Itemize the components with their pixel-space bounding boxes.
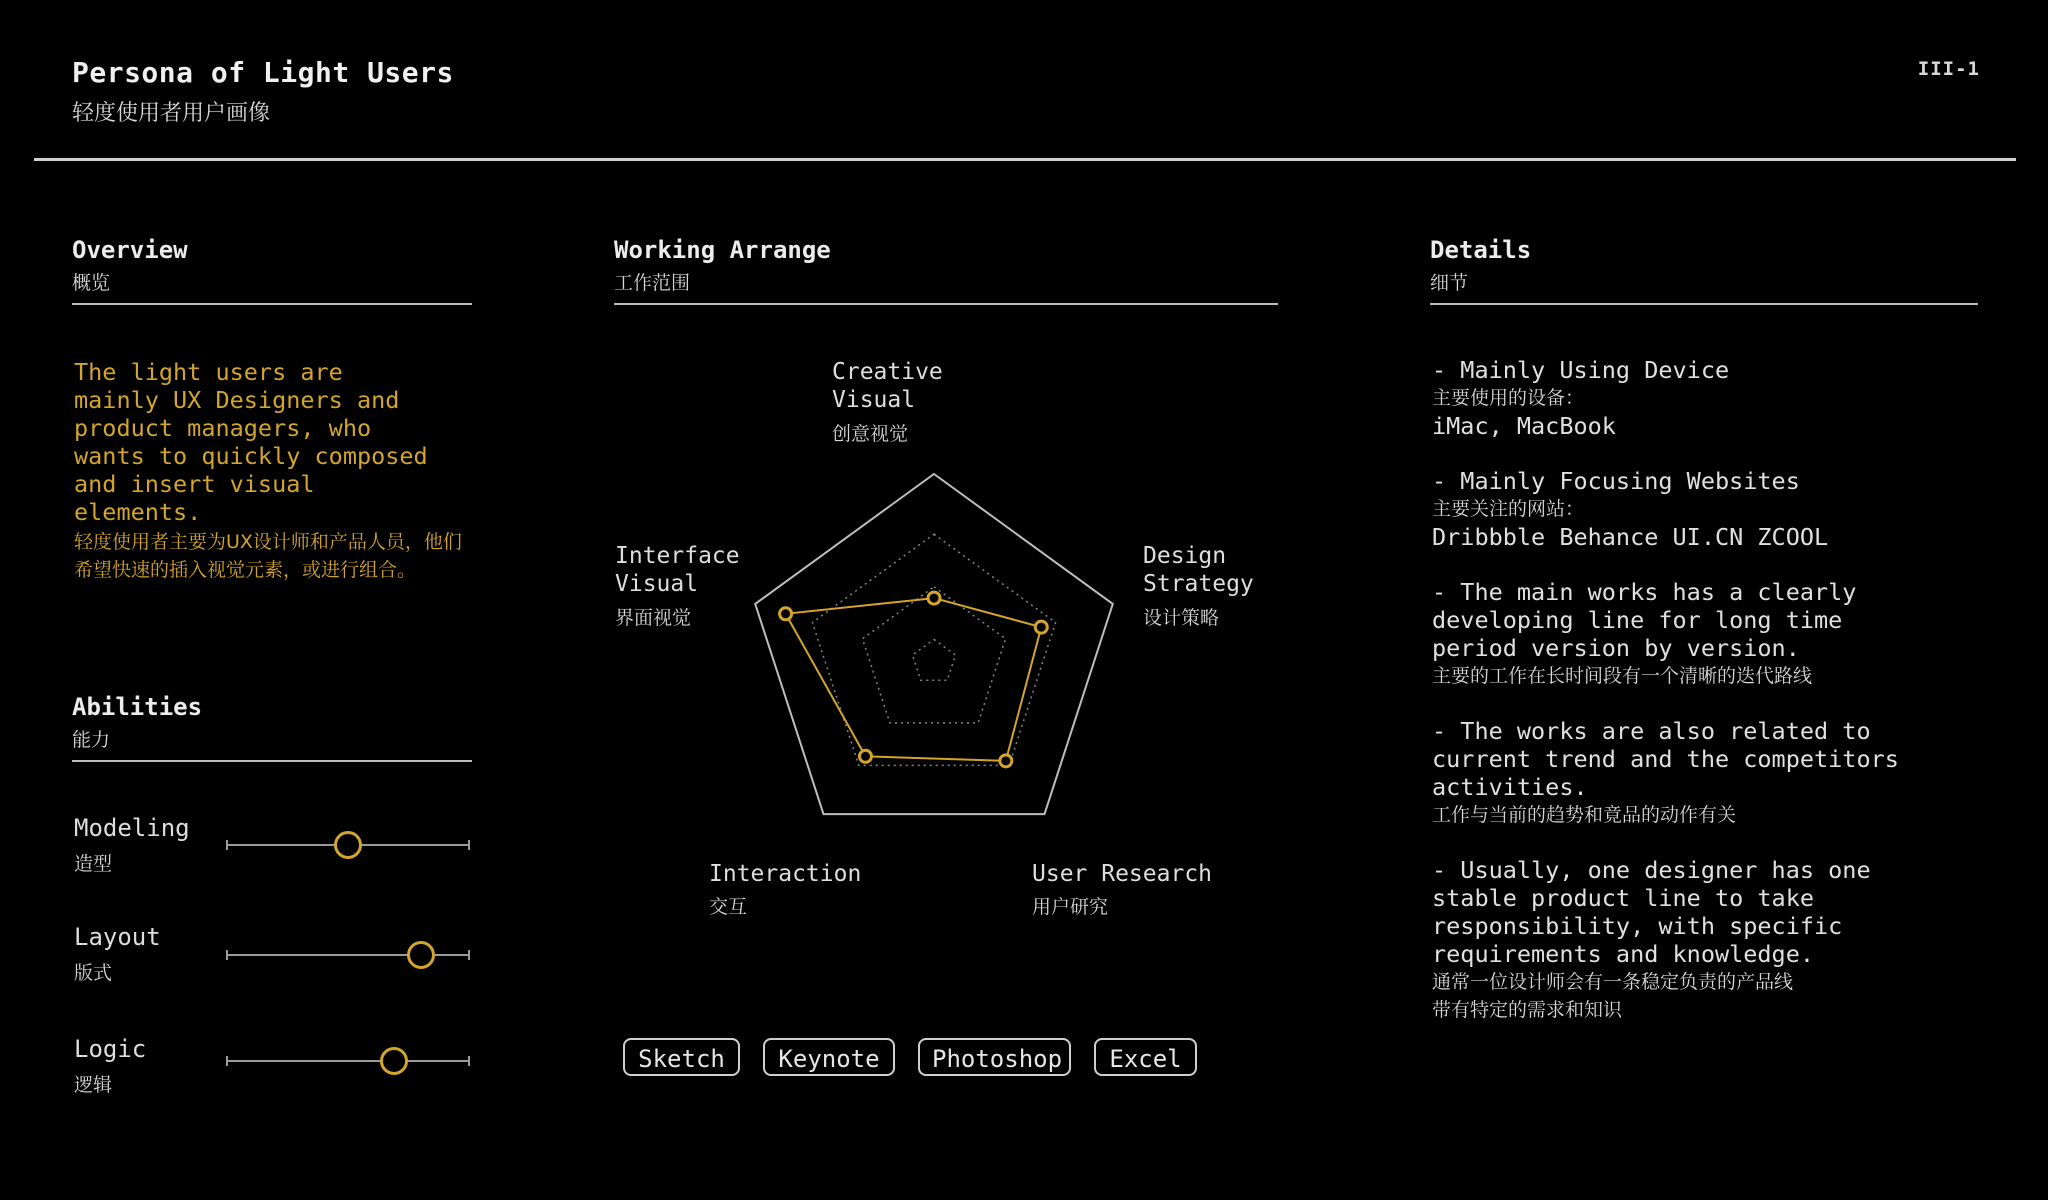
slider-tick-end bbox=[468, 1056, 470, 1066]
abilities-divider bbox=[72, 760, 472, 762]
working-arrange-divider bbox=[614, 303, 1278, 305]
radar-label-creative-visual: Creative Visual bbox=[832, 359, 943, 413]
abilities-title: Abilities bbox=[72, 693, 203, 721]
ability-label-logic: Logic bbox=[74, 1035, 147, 1063]
detail-item-device bbox=[1432, 356, 1992, 440]
detail-extra: iMac, MacBook bbox=[1432, 412, 1616, 440]
radar-point bbox=[1035, 621, 1047, 633]
radar-sublabel-interaction: 交互 bbox=[709, 896, 748, 918]
ability-label-layout: Layout bbox=[74, 923, 161, 951]
radar-inner-ring bbox=[913, 639, 956, 680]
radar-label-interface-visual: Interface Visual bbox=[615, 543, 740, 597]
radar-label-interaction: Interaction bbox=[709, 861, 862, 887]
abilities-subtitle: 能力 bbox=[72, 729, 111, 751]
details-subtitle: 细节 bbox=[1430, 272, 1469, 294]
radar-inner-ring bbox=[812, 534, 1055, 765]
radar-outer-ring bbox=[755, 474, 1113, 814]
logic-slider[interactable] bbox=[226, 1050, 470, 1072]
ability-sublabel-modeling: 造型 bbox=[74, 853, 113, 875]
slider-thumb[interactable] bbox=[334, 831, 362, 859]
page-subtitle: 轻度使用者用户画像 bbox=[72, 101, 271, 126]
detail-zh: 主要的工作在长时间段有一个清晰的迭代路线 bbox=[1432, 665, 1813, 687]
slider-tick-start bbox=[226, 950, 228, 960]
radar-sublabel-design-strategy: 设计策略 bbox=[1143, 607, 1220, 629]
detail-item-main-works bbox=[1432, 578, 1992, 690]
radar-point bbox=[1000, 755, 1012, 767]
overview-text-en: The light users are mainly UX Designers and product managers, who wants to quickly composed and insert visual elements. bbox=[74, 358, 428, 526]
slider-thumb[interactable] bbox=[407, 941, 435, 969]
detail-zh: 主要使用的设备： bbox=[1432, 387, 1585, 409]
radar-label-design-strategy: Design Strategy bbox=[1143, 543, 1254, 597]
details-divider bbox=[1430, 303, 1978, 305]
page-title: Persona of Light Users bbox=[72, 56, 454, 89]
radar-point bbox=[928, 592, 940, 604]
radar-sublabel-creative-visual: 创意视觉 bbox=[832, 423, 909, 445]
header-divider bbox=[34, 158, 2016, 161]
radar-label-user-research: User Research bbox=[1032, 861, 1213, 887]
page-number: III-1 bbox=[1917, 58, 1980, 80]
radar-point bbox=[780, 608, 792, 620]
slider-track bbox=[226, 1060, 470, 1062]
slider-thumb[interactable] bbox=[380, 1047, 408, 1075]
tool-sketch-button[interactable]: Sketch bbox=[623, 1038, 740, 1076]
radar-data bbox=[780, 592, 1048, 767]
detail-en: - The works are also related to current trend and the competitors activities. bbox=[1432, 717, 1899, 801]
detail-en: - The main works has a clearly developing line for long time period version by version. bbox=[1432, 578, 1857, 662]
radar-point bbox=[859, 750, 871, 762]
slider-tick-end bbox=[468, 950, 470, 960]
overview-divider bbox=[72, 303, 472, 305]
detail-zh: 通常一位设计师会有一条稳定负责的产品线 带有特定的需求和知识 bbox=[1432, 971, 1794, 1021]
working-arrange-subtitle: 工作范围 bbox=[614, 272, 691, 294]
ability-sublabel-layout: 版式 bbox=[74, 962, 113, 984]
detail-item-websites bbox=[1432, 467, 1992, 551]
radar-series-shape bbox=[786, 598, 1042, 761]
detail-zh: 主要关注的网站： bbox=[1432, 498, 1585, 520]
overview-text-zh: 轻度使用者主要为UX设计师和产品人员，他们希望快速的插入视觉元素，或进行组合。 bbox=[74, 531, 462, 581]
working-arrange-title: Working Arrange bbox=[614, 236, 831, 264]
slider-tick-start bbox=[226, 840, 228, 850]
slider-tick-start bbox=[226, 1056, 228, 1066]
overview-subtitle: 概览 bbox=[72, 272, 111, 294]
detail-en: - Usually, one designer has one stable product line to take responsibility, with specific requirements and knowledge. bbox=[1432, 856, 1871, 968]
radar-sublabel-interface-visual: 界面视觉 bbox=[615, 607, 692, 629]
details-title: Details bbox=[1430, 236, 1532, 264]
tool-keynote-button[interactable]: Keynote bbox=[763, 1038, 895, 1076]
radar-grid bbox=[755, 474, 1113, 814]
tool-excel-button[interactable]: Excel bbox=[1094, 1038, 1197, 1076]
ability-label-modeling: Modeling bbox=[74, 814, 190, 842]
detail-zh: 工作与当前的趋势和竟品的动作有关 bbox=[1432, 804, 1737, 826]
detail-en: - Mainly Focusing Websites bbox=[1432, 467, 1800, 495]
overview-title: Overview bbox=[72, 236, 188, 264]
radar-inner-ring bbox=[862, 587, 1005, 723]
ability-sublabel-logic: 逻辑 bbox=[74, 1074, 113, 1096]
detail-item-product-line bbox=[1432, 856, 1992, 1024]
tool-photoshop-button[interactable]: Photoshop bbox=[918, 1038, 1071, 1076]
radar-chart bbox=[600, 330, 1300, 950]
slider-tick-end bbox=[468, 840, 470, 850]
detail-extra: Dribbble Behance UI.CN ZCOOL bbox=[1432, 523, 1829, 551]
modeling-slider[interactable] bbox=[226, 834, 470, 856]
radar-sublabel-user-research: 用户研究 bbox=[1032, 896, 1109, 918]
detail-en: - Mainly Using Device bbox=[1432, 356, 1730, 384]
detail-item-trend bbox=[1432, 717, 1992, 829]
layout-slider[interactable] bbox=[226, 944, 470, 966]
